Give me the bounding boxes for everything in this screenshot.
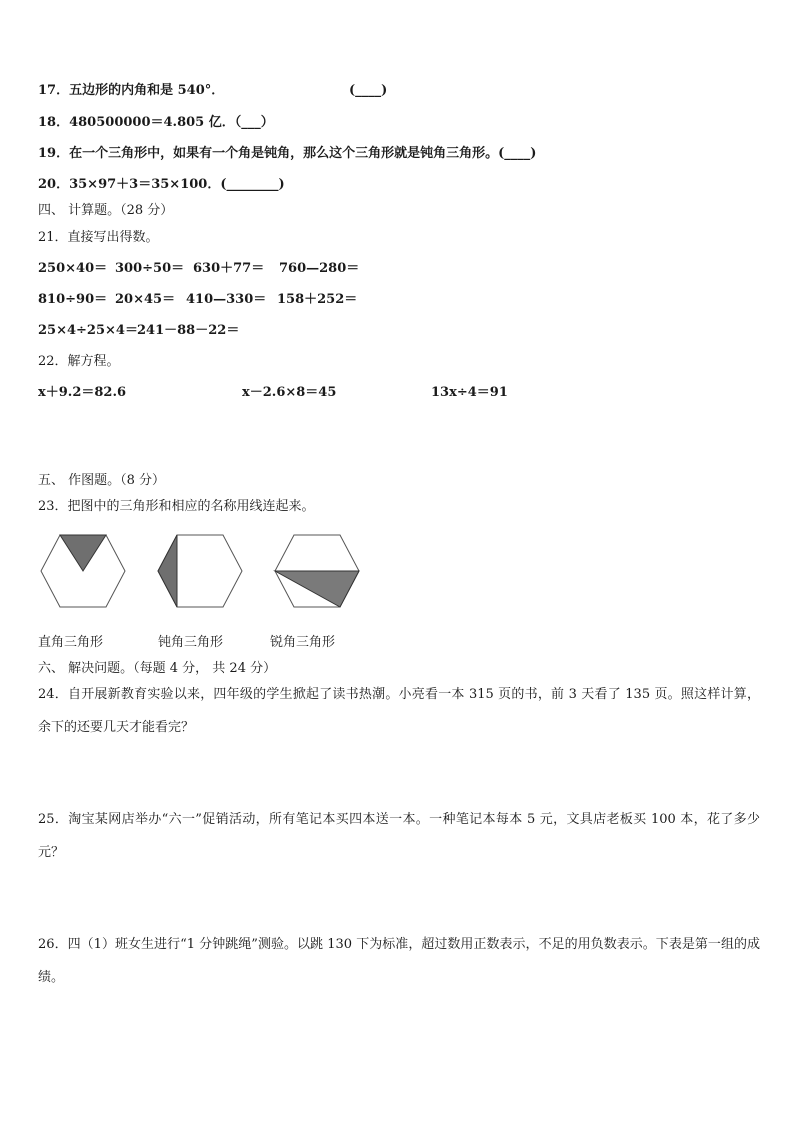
calc-item: 760—280＝ (279, 261, 360, 276)
calc-item: 25×4÷25×4＝ (38, 323, 138, 338)
equation: x＋9.2＝82.6 (38, 385, 127, 400)
question-25-text: 25．淘宝某网店举办“六一”促销活动，所有笔记本买四本送一本。一种笔记本每本 5 元，文具店老板买 100 本，花了多少元？ (38, 812, 760, 860)
section-6-title: 六、 解决问题。（每题 4 分， 共 24 分） (38, 661, 277, 676)
acute-triangle-shape[interactable] (275, 571, 359, 607)
question-17-text: 17．五边形的内角和是 540°． (38, 83, 225, 98)
calc-item: 20×45＝ (115, 292, 176, 307)
question-26-text: 26．四（1）班女生进行“1 分钟跳绳”测验。以跳 130 下为标准，超过数用正数表示，不足的用负数表示。下表是第一组的成绩。 (38, 937, 760, 985)
question-23-prompt: 23．把图中的三角形和相应的名称用线连起来。 (38, 499, 315, 514)
hexagon-figure-3 (272, 533, 362, 609)
calc-item: 810÷90＝ (38, 292, 108, 307)
section-5-title: 五、 作图题。（8 分） (38, 473, 166, 488)
question-20-text: 20．35×97＋3＝35×100．(________) (38, 177, 285, 192)
question-24-text: 24．自开展新教育实验以来，四年级的学生掀起了读书热潮。小亮看一本 315 页的书，前 3 天看了 135 页。照这样计算，余下的还要几天才能看完？ (38, 687, 760, 735)
equation: 13x÷4＝91 (431, 385, 508, 400)
obtuse-triangle-shape[interactable] (158, 535, 177, 607)
hexagon-figure-1 (38, 533, 128, 609)
calc-item: 410—330＝ (186, 292, 267, 307)
calc-item: 250×40＝ (38, 261, 108, 276)
calc-item: 300÷50＝ (115, 261, 185, 276)
label-acute-triangle[interactable]: 锐角三角形 (270, 635, 336, 650)
question-19-text: 19．在一个三角形中，如果有一个角是钝角，那么这个三角形就是钝角三角形。(____) (38, 146, 537, 161)
question-21-prompt: 21．直接写出得数。 (38, 230, 159, 245)
calc-item: 158＋252＝ (277, 292, 358, 307)
calc-item: 630＋77＝ (193, 261, 265, 276)
right-triangle-shape[interactable] (60, 535, 106, 571)
calc-item: 241－88－22＝ (137, 323, 240, 338)
section-4-title: 四、 计算题。（28 分） (38, 203, 174, 218)
label-right-triangle[interactable]: 直角三角形 (38, 635, 104, 650)
equation: x－2.6×8＝45 (242, 385, 337, 400)
label-obtuse-triangle[interactable]: 钝角三角形 (158, 635, 224, 650)
hexagon-figure-2 (155, 533, 245, 609)
question-22-prompt: 22．解方程。 (38, 354, 120, 369)
answer-blank-17[interactable]: (____) (349, 83, 388, 98)
question-18-text: 18．480500000＝4.805 亿．（___） (38, 115, 274, 130)
